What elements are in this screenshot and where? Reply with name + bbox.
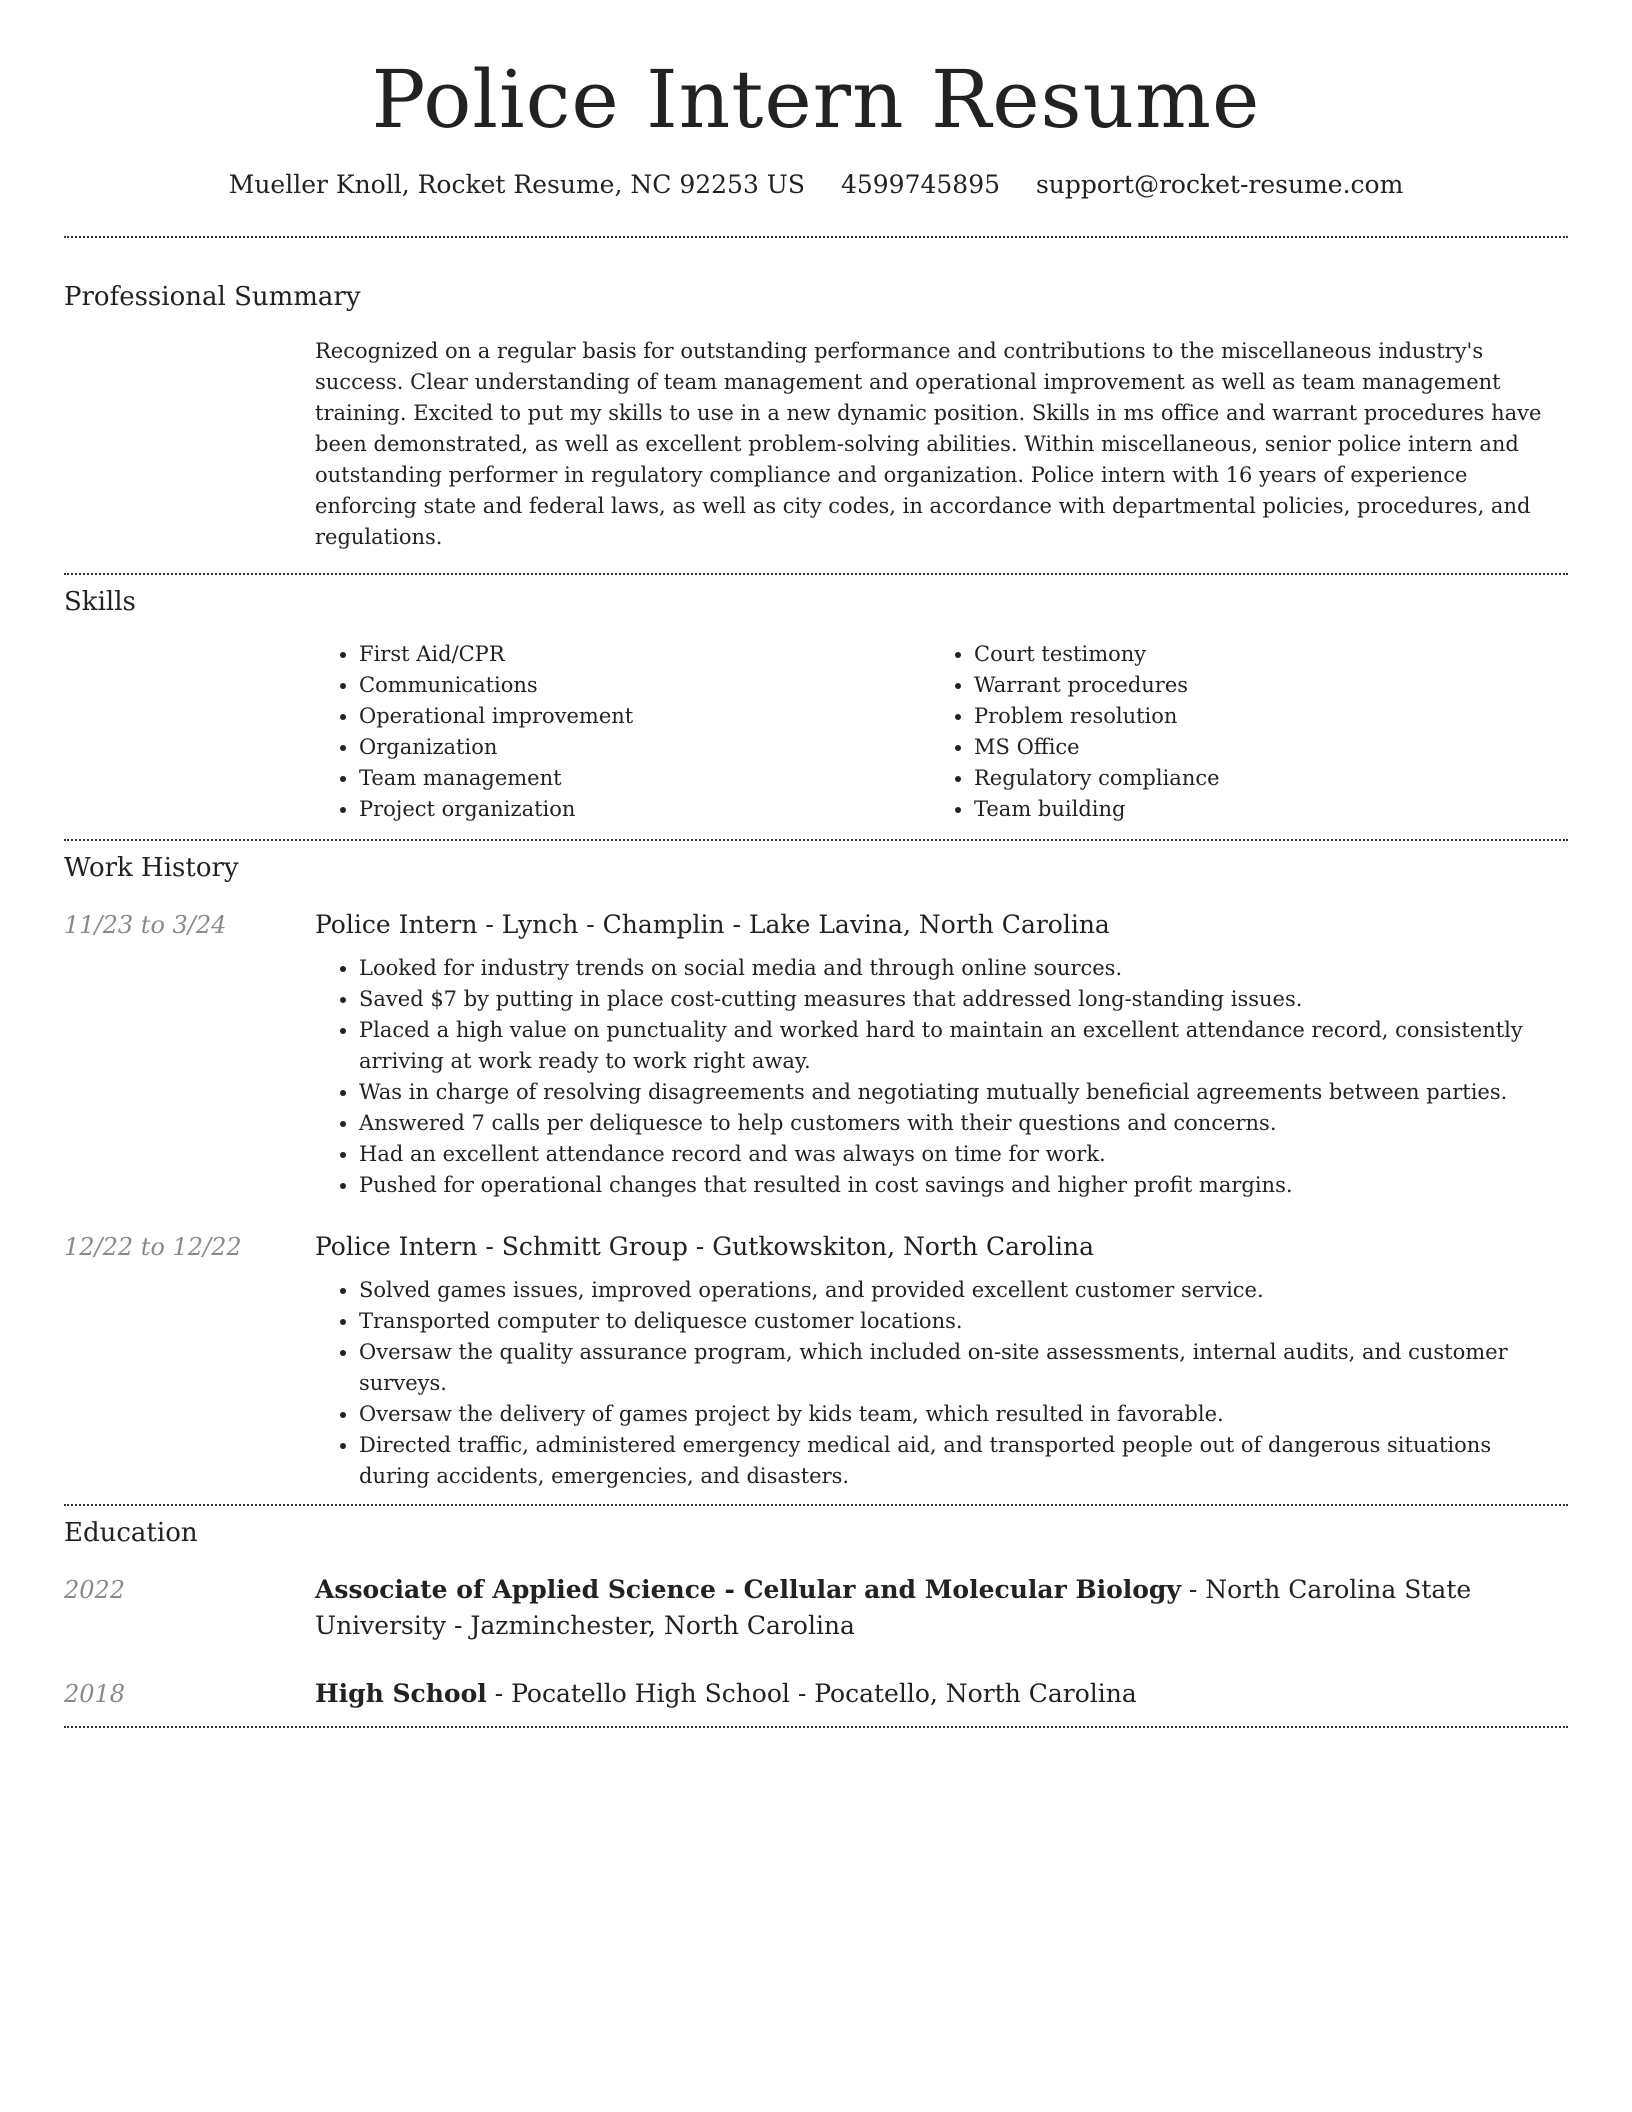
education-school: - North Carolina State University - Jazminchester, North Carolina <box>315 1575 1472 1640</box>
education-year: 2022 <box>64 1576 126 1604</box>
job-heading <box>315 907 1568 943</box>
job-title: Police Intern <box>315 1232 478 1261</box>
list-item: • Had an excellent attendance record and was always on time for work. <box>359 1139 1568 1170</box>
contact-address: Mueller Knoll, Rocket Resume, NC 92253 US <box>228 170 805 199</box>
list-item: • Saved $7 by putting in place cost-cutting measures that addressed long-standing issues. <box>359 984 1568 1015</box>
job-employer: - Schmitt Group - Gutkowskiton, North Carolina <box>477 1232 1094 1261</box>
job-dates: 11/23 to 3/24 <box>64 911 227 939</box>
skill-item: • Warrant procedures <box>974 670 1545 701</box>
skill-item: • Team management <box>359 763 930 794</box>
education-entry <box>64 1676 1568 1712</box>
list-item: • Oversaw the delivery of games project by kids team, which resulted in favorable. <box>359 1399 1568 1430</box>
job-entry <box>64 1229 1568 1492</box>
skills-column-left <box>315 639 930 825</box>
education-details <box>315 1676 1568 1712</box>
list-item: • Transported computer to deliquesce customer locations. <box>359 1306 1568 1337</box>
list-item: • Looked for industry trends on social media and through online sources. <box>359 953 1568 984</box>
education-details <box>315 1572 1568 1644</box>
skill-item: • Court testimony <box>974 639 1545 670</box>
skill-item: • Problem resolution <box>974 701 1545 732</box>
divider <box>64 1726 1568 1728</box>
education-year: 2018 <box>64 1680 126 1708</box>
skills-list <box>315 639 1568 825</box>
education-degree: High School <box>315 1679 487 1708</box>
contact-phone: 4599745895 <box>840 170 1001 199</box>
list-item: • Was in charge of resolving disagreements and negotiating mutually beneficial agreements between parties. <box>359 1077 1568 1108</box>
skill-item: • Project organization <box>359 794 930 825</box>
list-item: • Answered 7 calls per deliquesce to help customers with their questions and concerns. <box>359 1108 1568 1139</box>
education-degree: Associate of Applied Science - Cellular and Molecular Biology <box>315 1575 1181 1604</box>
education-school: - Pocatello High School - Pocatello, North Carolina <box>486 1679 1137 1708</box>
divider <box>64 1504 1568 1506</box>
list-item: • Pushed for operational changes that resulted in cost savings and higher profit margins. <box>359 1170 1568 1201</box>
summary-text: Recognized on a regular basis for outstanding performance and contributions to the miscellaneous industry's success. Clear understanding of team management and operational improvement as well as team management training. Excited to put my skills to use in a new dynamic position. Skills in ms office and warrant procedures have been demonstrated, as well as excellent problem-solving abilities. Within miscellaneous, senior police intern and outstanding performer in regulatory compliance and organization. Police intern with 16 years of experience enforcing state and federal laws, as well as city codes, in accordance with departmental policies, procedures, and regulations. <box>315 339 1542 549</box>
contact-line <box>64 168 1568 202</box>
divider <box>64 839 1568 841</box>
job-bullets <box>315 953 1568 1201</box>
contact-email: support@rocket-resume.com <box>1035 170 1404 199</box>
job-dates: 12/22 to 12/22 <box>64 1233 242 1261</box>
skill-item: • First Aid/CPR <box>359 639 930 670</box>
skill-item: • Organization <box>359 732 930 763</box>
list-item: • Solved games issues, improved operations, and provided excellent customer service. <box>359 1275 1568 1306</box>
section-title-education: Education <box>64 1518 198 1548</box>
skill-item: • MS Office <box>974 732 1545 763</box>
skill-item: • Regulatory compliance <box>974 763 1545 794</box>
skill-item: • Team building <box>974 794 1545 825</box>
job-bullets <box>315 1275 1568 1492</box>
resume-page <box>64 0 1568 1728</box>
list-item: • Placed a high value on punctuality and worked hard to maintain an excellent attendance record, consistently arriving at work ready to work right away. <box>359 1015 1568 1077</box>
list-item: • Oversaw the quality assurance program, which included on-site assessments, internal audits, and customer surveys. <box>359 1337 1568 1399</box>
skill-item: • Communications <box>359 670 930 701</box>
section-title-skills: Skills <box>64 587 136 617</box>
divider <box>64 236 1568 238</box>
job-entry <box>64 907 1568 1201</box>
job-heading <box>315 1229 1568 1265</box>
page-title: Police Intern Resume <box>371 53 1261 146</box>
job-title: Police Intern <box>315 910 478 939</box>
education-entry <box>64 1572 1568 1644</box>
job-employer: - Lynch - Champlin - Lake Lavina, North Carolina <box>477 910 1110 939</box>
job-details <box>315 1229 1568 1492</box>
section-title-work: Work History <box>64 853 239 883</box>
skills-column-right <box>930 639 1545 825</box>
divider <box>64 573 1568 575</box>
list-item: • Directed traffic, administered emergency medical aid, and transported people out of dangerous situations during accidents, emergencies, and disasters. <box>359 1430 1568 1492</box>
section-title-summary: Professional Summary <box>64 282 361 312</box>
job-details <box>315 907 1568 1201</box>
skill-item: • Operational improvement <box>359 701 930 732</box>
